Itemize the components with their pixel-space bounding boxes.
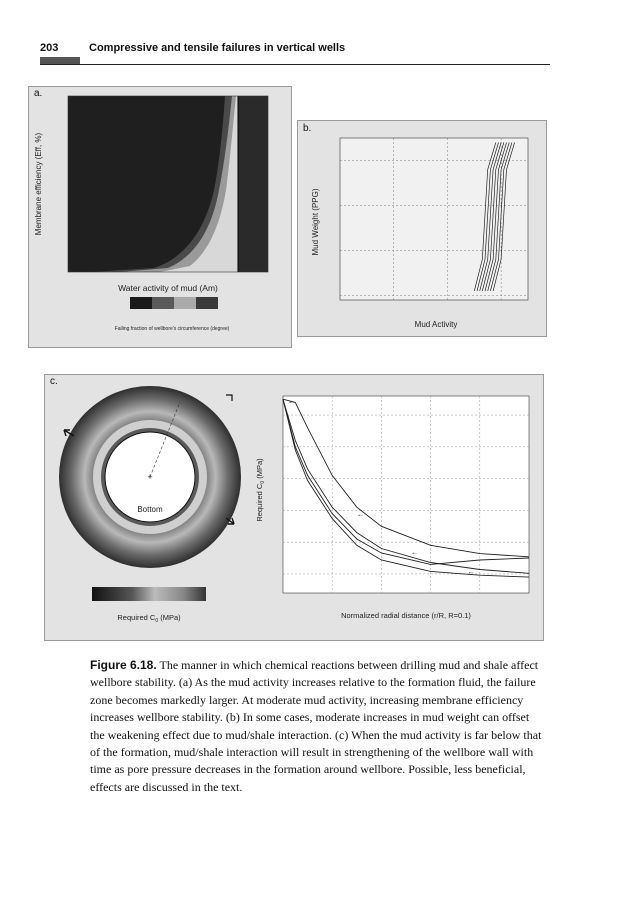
a-xlabel: Water activity of mud (Am) <box>118 283 218 293</box>
c-wellbore-ring <box>59 386 241 568</box>
a-colorbar-seg-3 <box>174 297 196 309</box>
caption-text: The manner in which chemical reactions between drilling mud and shale affect wellbore stability. (a) As the mud activity increases relative to the formation fluid, the failure zone becomes markedly larger. At moderate mud activity, increasing membrane efficiency increases wellbore stability. (b) In some cases, moderate increases in mud weight can offset the weakening effect due to mud/shale interaction. (c) When the mud activity is far below that of the formation, mud/shale interaction will result in strengthening of the wellbore wall with time as pore pressure decreases in the formation around wellbore. Possible, less beneficial, effects are discussed in the text. <box>90 658 542 794</box>
caption-label: Figure 6.18. <box>90 658 157 672</box>
c-ylabel-sub: 0 <box>260 480 266 484</box>
b-axes-frame <box>340 138 528 300</box>
c-xlabel: Normalized radial distance (r/R, R=0.1) <box>341 611 471 620</box>
panel-a-plot <box>68 96 268 272</box>
b-xlabel: Mud Activity <box>414 320 458 329</box>
c-center-marker: + <box>147 472 153 482</box>
b-ylabel: Mud Weight (PPG) <box>311 188 320 256</box>
c-ylabel-main: Required C <box>255 483 264 522</box>
a-colorbar-seg-2 <box>152 297 174 309</box>
c-curve-label-arrow: ← <box>467 566 475 576</box>
figure-caption <box>90 657 546 796</box>
panel-c-label: c. <box>50 376 58 387</box>
a-colorbar <box>130 297 218 309</box>
c-colorbar-label-sub: 0 <box>155 618 159 624</box>
c-colorbar-label-unit: (MPa) <box>158 613 181 622</box>
c-curve-label-arrow: ← <box>356 509 365 519</box>
page-number: 203 <box>40 42 59 54</box>
c-ylabel <box>255 458 266 522</box>
running-title: Compressive and tensile failures in vertical wells <box>89 42 346 54</box>
c-curve-label-arrow: ← <box>410 547 419 557</box>
c-colorbar <box>92 587 206 601</box>
c-ylabel-unit: (MPa) <box>255 458 264 481</box>
c-curve-label-arrow: ← <box>287 396 296 406</box>
a-ylabel: Membrane efficiency (Eff, %) <box>34 132 43 236</box>
c-arrow-top-right-icon <box>226 395 232 401</box>
panel-a-label: a. <box>34 88 43 99</box>
c-bottom-label: Bottom <box>137 505 163 514</box>
a-colorbar-seg-1 <box>130 297 152 309</box>
c-colorbar-label-main: Required C <box>117 613 156 622</box>
c-colorbar-label <box>117 613 181 624</box>
a-zone-360 <box>238 96 268 272</box>
a-colorbar-seg-4 <box>196 297 218 309</box>
panel-b-label: b. <box>303 123 312 134</box>
a-colorbar-label: Failing fraction of wellbore's circumference (degree) <box>114 326 230 332</box>
